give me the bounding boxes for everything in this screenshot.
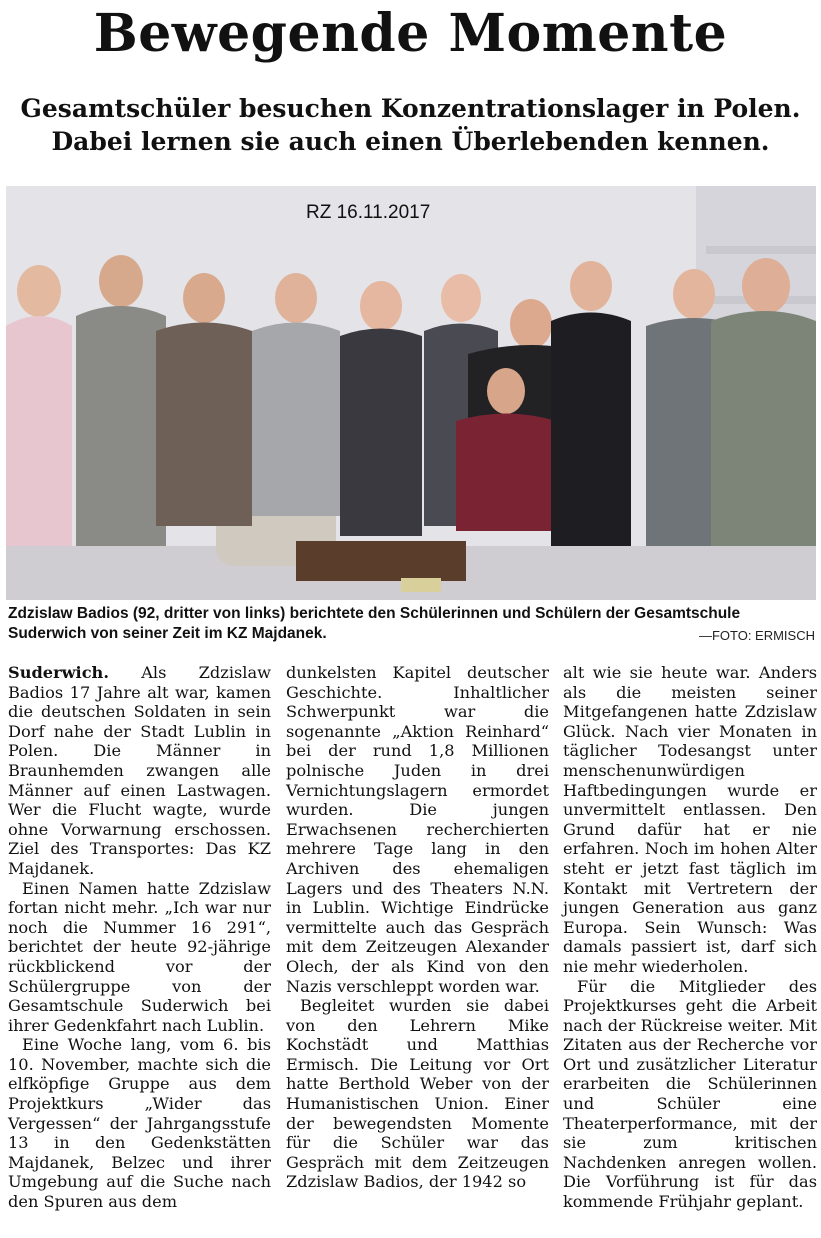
photo-date-stamp: RZ 16.11.2017 <box>306 202 431 223</box>
article-paragraph-1 <box>8 663 271 879</box>
group-photo <box>6 186 816 600</box>
article-column-1 <box>8 663 271 1212</box>
subheadline-line-2: Dabei lernen sie auch einen Überlebenden kennen. <box>51 127 770 156</box>
article-column-2 <box>286 663 549 1192</box>
headline: Bewegende Momente <box>93 3 728 64</box>
article-column-3 <box>563 663 817 1212</box>
article-paragraph-4: Begleitet wurden sie dabei von den Lehrern Mike Kochstädt und Matthias Ermisch. Die Leitung vor Ort hatte Berthold Weber von der Humanistischen Union. Einer der bewegendsten Momente für die Schüler war das Gespräch mit dem Zeitzeugen Zdzislaw Badios, der 1942 so <box>286 996 549 1192</box>
group-photo-illustration <box>6 186 816 600</box>
subheadline-line-1: Gesamtschüler besuchen Konzentrationslager in Polen. <box>20 94 801 123</box>
paragraph-1-text: Als Zdzislaw Badios 17 Jahre alt war, kamen die deutschen Soldaten in sein Dorf nahe der Stadt Lublin in Polen. Die Männer in Braunhemden zwangen alle Männer auf einen Lastwagen. Wer die Flucht wagte, wurde ohne Vorwarnung erschossen. Ziel des Transportes: Das KZ Majdanek. <box>8 663 271 878</box>
article-paragraph-2: Einen Namen hatte Zdzislaw fortan nicht mehr. „Ich war nur noch die Nummer 16 291“, berichtet der heute 92-jährige rückblickend vor der Schülergruppe von der Gesamtschule Suderwich bei ihrer Gedenkfahrt nach Lublin. <box>8 878 271 1035</box>
subheadline <box>0 92 821 158</box>
photo-credit: —FOTO: ERMISCH <box>698 628 815 643</box>
article-paragraph-3-continued: dunkelsten Kapitel deutscher Geschichte. Inhaltlicher Schwerpunkt war die sogenannte „Aktion Reinhard“ bei der rund 1,8 Millionen polnische Juden in drei Vernichtungslagern ermordet wurden. Die jungen Erwachsenen recherchierten mehrere Tage lang in den Archiven des ehemaligen Lagers und des Theaters N.N. in Lublin. Wichtige Eindrücke vermittelte auch das Gespräch mit dem Zeitzeugen Alexander Olech, der als Kind von den Nazis verschleppt worden war. <box>286 663 549 996</box>
photo-caption: Zdzislaw Badios (92, dritter von links) berichtete den Schülerinnen und Schülern der Gesamtschule Suderwich von seiner Zeit im KZ Majdanek. <box>8 605 741 642</box>
article-paragraph-5: Für die Mitglieder des Projektkurses geht die Arbeit nach der Rückreise weiter. Mit Zitaten aus der Recherche vor Ort und zusätzlicher Literatur erarbeiten die Schülerinnen und Schüler eine Theaterperformance, mit der sie zum kritischen Nachdenken anregen wollen. Die Vorführung ist für das kommende Frühjahr geplant. <box>563 976 817 1212</box>
article-paragraph-4-continued: alt wie sie heute war. Anders als die meisten seiner Mitgefangenen hatte Zdzislaw Glück. Nach vier Monaten in täglicher Todesangst unter menschenunwürdigen Haftbedingungen wurde er unvermittelt entlassen. Den Grund dafür hat er nie erfahren. Noch im hohen Alter steht er jetzt fast täglich im Kontakt mit Vertretern der jungen Generation aus ganz Europa. Sein Wunsch: Was damals passiert ist, darf sich nie mehr wiederholen. <box>563 663 817 976</box>
dateline: Suderwich. <box>8 663 109 682</box>
article-paragraph-3: Eine Woche lang, vom 6. bis 10. November, machte sich die elfköpfige Gruppe aus dem Projektkurs „Wider das Vergessen“ der Jahrgangsstufe 13 in den Gedenkstätten Majdanek, Belzec und ihrer Umgebung auf die Suche nach den Spuren aus dem <box>8 1035 271 1212</box>
